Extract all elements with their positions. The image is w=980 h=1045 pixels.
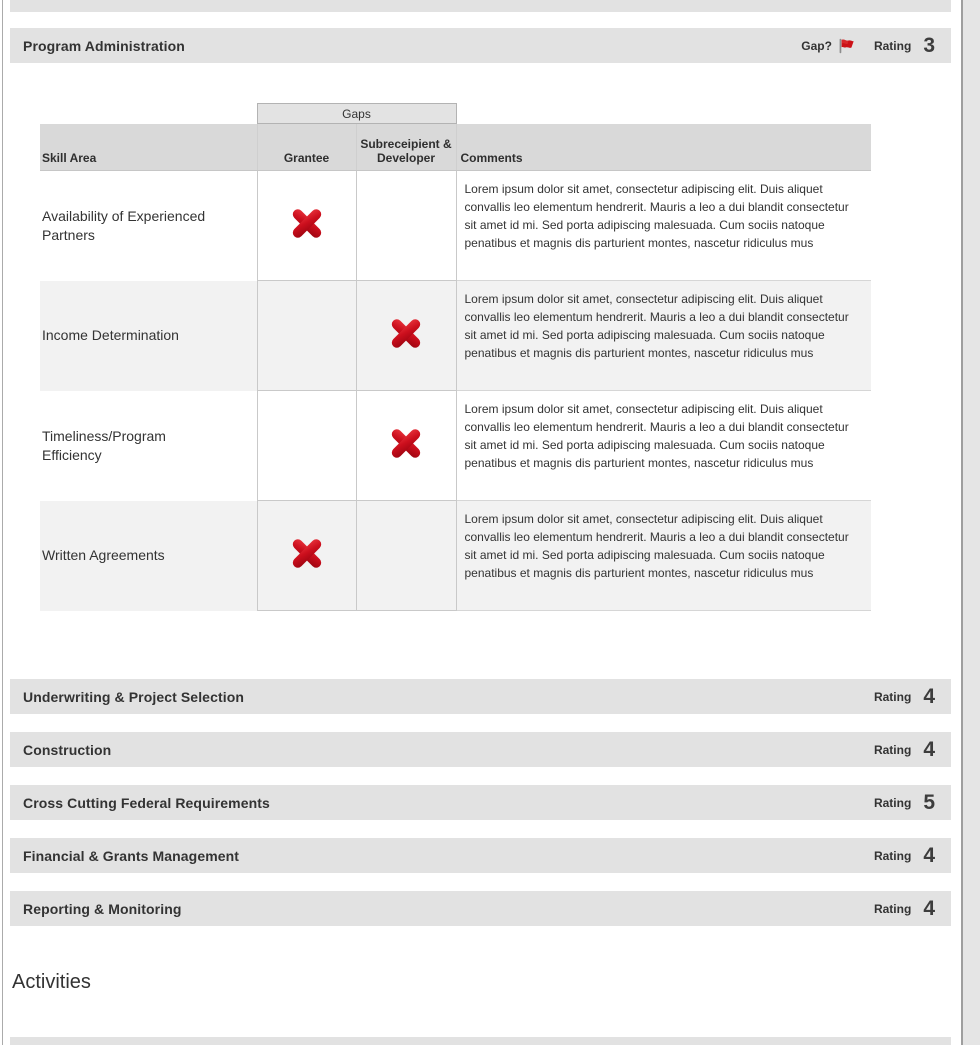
comments-cell: Lorem ipsum dolor sit amet, consectetur adipiscing elit. Duis aliquet convallis leo elementum hendrerit. Mauris a leo a dui blandit consectetur sit amet id mi. Sed porta adipiscing malesuada. Cum sociis natoque penatibus et magnis dis parturient montes, nascetur ridiculus mus — [456, 171, 871, 281]
comments-cell: Lorem ipsum dolor sit amet, consectetur adipiscing elit. Duis aliquet convallis leo elementum hendrerit. Mauris a leo a dui blandit consectetur sit amet id mi. Sed porta adipiscing malesuada. Cum sociis natoque penatibus et magnis dis parturient montes, nascetur ridiculus mus — [456, 391, 871, 501]
grantee-gap-cell — [257, 171, 356, 281]
rating-value: 5 — [923, 790, 935, 814]
subrecipient-gap-cell — [356, 281, 456, 391]
column-header-grantee: Grantee — [257, 124, 356, 171]
rating-label: Rating — [873, 742, 912, 757]
section-header-reporting-monitoring[interactable] — [10, 891, 951, 926]
gap-flag-icon — [838, 38, 855, 54]
rating-value: 4 — [923, 737, 935, 761]
subrecipient-gap-cell — [356, 171, 456, 281]
column-header-comments: Comments — [456, 124, 871, 171]
gap-label: Gap? — [801, 38, 832, 53]
rating-label: Rating — [873, 689, 912, 704]
skills-gaps-table — [40, 103, 871, 611]
rating-value: 4 — [923, 684, 935, 708]
column-header-skill-area: Skill Area — [40, 124, 257, 171]
x-mark-icon — [389, 317, 423, 350]
section-title: Financial & Grants Management — [23, 847, 240, 864]
skill-area-cell: Written Agreements — [42, 547, 165, 563]
rating-value: 4 — [923, 896, 935, 920]
rating-label: Rating — [873, 795, 912, 810]
sections-list — [10, 679, 951, 926]
table-row — [40, 281, 871, 391]
section-title: Underwriting & Project Selection — [23, 688, 245, 705]
grantee-gap-cell — [257, 281, 356, 391]
section-header-financial-grants-management[interactable] — [10, 838, 951, 873]
page-right-margin — [961, 0, 980, 1045]
rating-value: 3 — [923, 33, 935, 57]
skill-area-cell: Income Determination — [42, 327, 179, 343]
activities-heading: Activities — [12, 971, 91, 993]
x-mark-icon — [389, 427, 423, 460]
table-row — [40, 501, 871, 611]
table-header-row — [40, 124, 871, 171]
subrecipient-gap-cell — [356, 501, 456, 611]
skill-area-cell: Timeliness/Program Efficiency — [42, 427, 166, 463]
section-header-underwriting-project-selection[interactable] — [10, 679, 951, 714]
gaps-group-header-row — [40, 104, 871, 124]
section-title: Program Administration — [23, 37, 185, 54]
gaps-group-header: Gaps — [257, 104, 456, 124]
section-header-construction[interactable] — [10, 732, 951, 767]
partial-section-bar-top[interactable] — [10, 0, 951, 12]
subrecipient-gap-cell — [356, 391, 456, 501]
grantee-gap-cell — [257, 501, 356, 611]
page-left-border — [2, 0, 3, 1045]
x-mark-icon — [290, 537, 324, 570]
main-content — [10, 0, 951, 1045]
skill-area-cell: Availability of Experienced Partners — [42, 207, 206, 243]
section-title: Cross Cutting Federal Requirements — [23, 794, 270, 811]
rating-label: Rating — [873, 901, 912, 916]
table-row — [40, 391, 871, 501]
comments-cell: Lorem ipsum dolor sit amet, consectetur adipiscing elit. Duis aliquet convallis leo elementum hendrerit. Mauris a leo a dui blandit consectetur sit amet id mi. Sed porta adipiscing malesuada. Cum sociis natoque penatibus et magnis dis parturient montes, nascetur ridiculus mus — [456, 501, 871, 611]
section-title: Construction — [23, 741, 112, 758]
table-row — [40, 171, 871, 281]
comments-cell: Lorem ipsum dolor sit amet, consectetur adipiscing elit. Duis aliquet convallis leo elementum hendrerit. Mauris a leo a dui blandit consectetur sit amet id mi. Sed porta adipiscing malesuada. Cum sociis natoque penatibus et magnis dis parturient montes, nascetur ridiculus mus — [456, 281, 871, 391]
rating-label: Rating — [873, 38, 912, 53]
partial-section-bar-bottom[interactable] — [10, 1037, 951, 1045]
rating-label: Rating — [873, 848, 912, 863]
skill-table-body — [40, 171, 871, 611]
section-title: Reporting & Monitoring — [23, 900, 182, 917]
section-header-cross-cutting-federal-requirements[interactable] — [10, 785, 951, 820]
rating-value: 4 — [923, 843, 935, 867]
column-header-subrecipient-developer: Subreceipient & Developer — [356, 124, 456, 171]
x-mark-icon — [290, 207, 324, 240]
grantee-gap-cell — [257, 391, 356, 501]
section-header-program-administration[interactable] — [10, 28, 951, 63]
